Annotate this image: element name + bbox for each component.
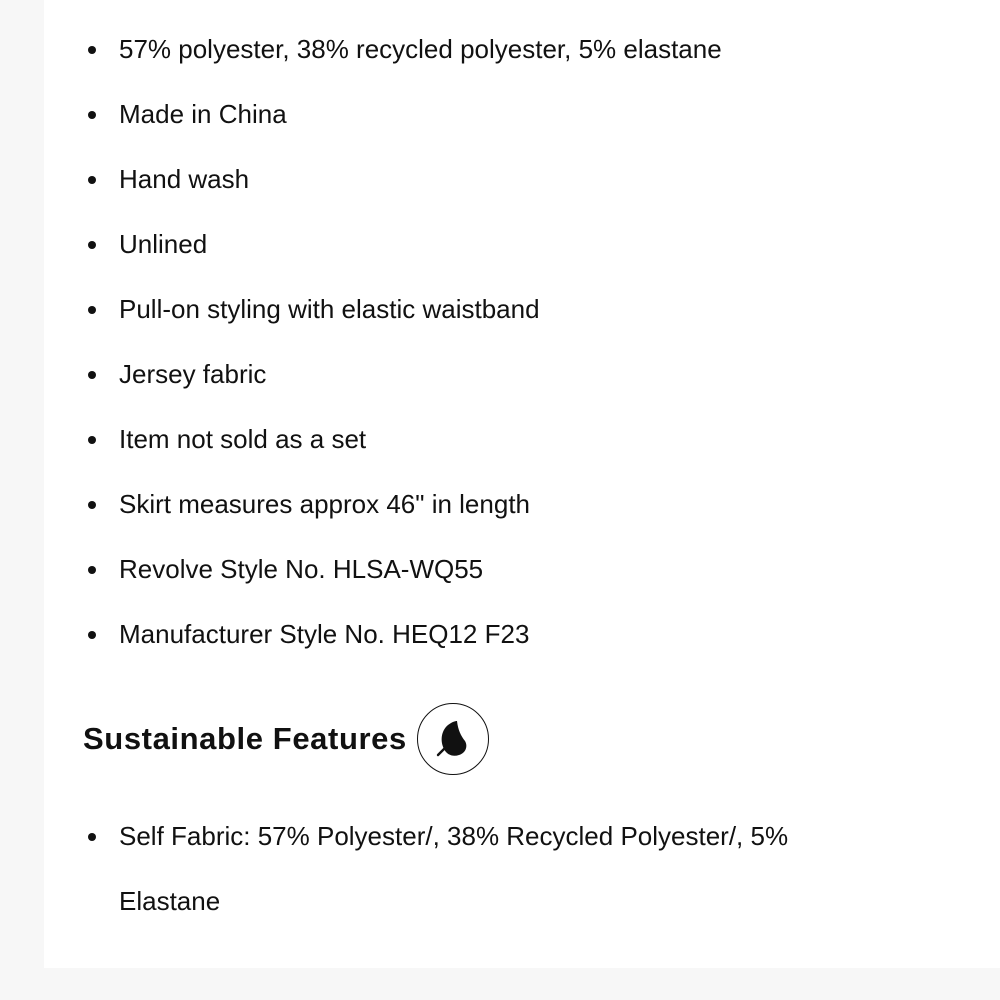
list-item-text: Revolve Style No. HLSA-WQ55 [119, 554, 484, 584]
sustainable-features-header [83, 701, 489, 777]
bullet [88, 371, 96, 379]
list-item [44, 407, 944, 472]
bullet [88, 566, 96, 574]
list-item-text: Unlined [119, 229, 208, 259]
list-item [44, 342, 944, 407]
list-item [44, 82, 944, 147]
list-item [44, 212, 944, 277]
list-item-text: Pull-on styling with elastic waistband [119, 294, 540, 324]
list-item-text: 57% polyester, 38% recycled polyester, 5% elastane [119, 34, 722, 64]
product-details-list [44, 17, 944, 667]
product-details-panel [44, 0, 1000, 968]
bullet [88, 111, 96, 119]
list-item [44, 472, 944, 537]
bullet [88, 833, 96, 841]
list-item [44, 602, 944, 667]
bullet [88, 501, 96, 509]
list-item-text: Item not sold as a set [119, 424, 367, 454]
leaf-icon [417, 703, 489, 775]
list-item-text: Self Fabric: 57% Polyester/, 38% Recycled Polyester/, 5% Elastane [119, 821, 789, 916]
bullet [88, 46, 96, 54]
list-item [44, 277, 944, 342]
bullet [88, 631, 96, 639]
list-item-text: Jersey fabric [119, 359, 267, 389]
sustainable-features-list [44, 804, 944, 934]
list-item [44, 147, 944, 212]
section-title: Sustainable Features [83, 721, 407, 756]
list-item-text: Manufacturer Style No. HEQ12 F23 [119, 619, 530, 649]
bullet [88, 436, 96, 444]
bullet [88, 306, 96, 314]
list-item-text: Made in China [119, 99, 287, 129]
list-item [44, 17, 944, 82]
list-item-text: Skirt measures approx 46" in length [119, 489, 530, 519]
bullet [88, 241, 96, 249]
list-item [44, 804, 849, 934]
list-item-text: Hand wash [119, 164, 250, 194]
list-item [44, 537, 944, 602]
bullet [88, 176, 96, 184]
